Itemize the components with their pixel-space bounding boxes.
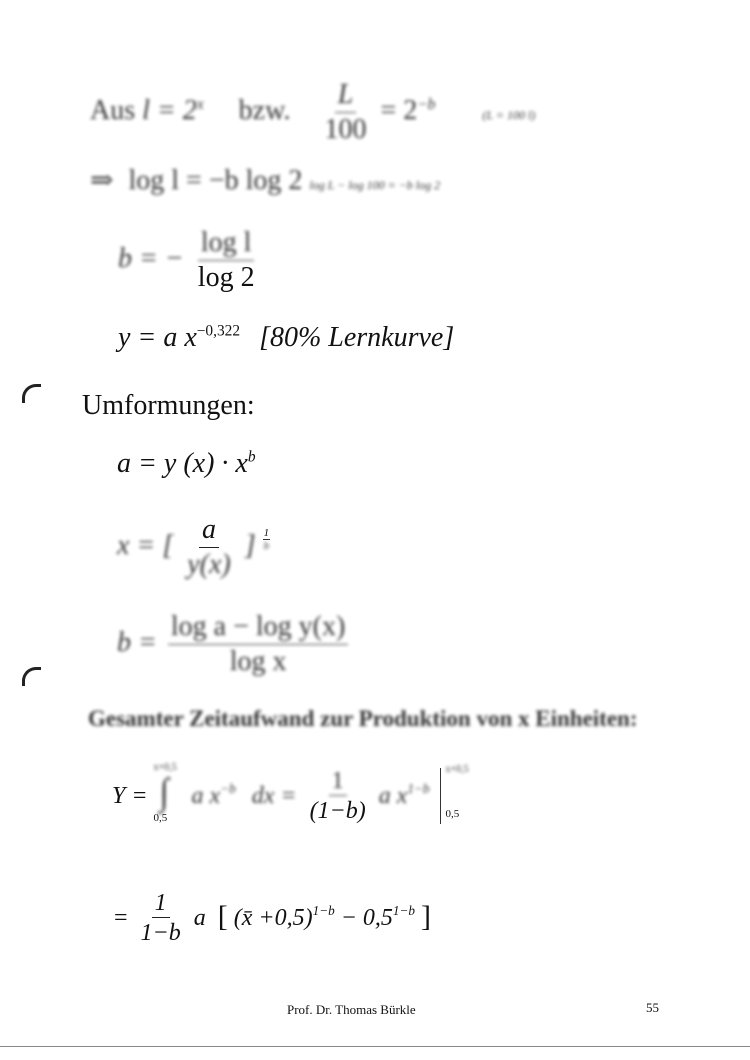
footer-author: Prof. Dr. Thomas Bürkle bbox=[287, 1002, 416, 1017]
equation-a: a = y $(x) \cdot x^b$ bbox=[117, 448, 256, 479]
equation-final: = $\frac{1}{1-b}$ a [ (x̄ $+0,5)^{1-b} - 0,5^{1-b}$ ] bbox=[114, 890, 431, 947]
page-number: 55 bbox=[646, 1000, 659, 1015]
equation-b-ratio: b = $\frac{\text{log a − log y(x)}}{\text{log x}}$ bbox=[117, 612, 352, 678]
heading-gesamter-zeitaufwand: Gesamter Zeitaufwand zur Produktion von x Einheiten: bbox=[88, 706, 638, 731]
equation-x: x = [ $\frac{a}{y(x)}$ ] $\frac{1}{b}$ bbox=[117, 514, 270, 580]
footer-divider bbox=[0, 1046, 750, 1047]
corner-mark-top bbox=[22, 384, 41, 403]
corner-mark-bottom bbox=[22, 667, 41, 686]
equation-b-log: b = − $\frac{\text{log l}}{\log 2}$ bbox=[118, 227, 255, 293]
equation-line-1: Aus $l = 2^x$ bzw. $\frac{L}{100}$ = $2^{-b}$ (L = 100 l) bbox=[90, 79, 536, 145]
heading-umformungen: Umformungen: bbox=[82, 390, 255, 421]
equation-learning-curve: y = a $x^{-0,322}$ [80% Lernkurve] bbox=[118, 322, 455, 353]
equation-line-2: ⇒ log l = −b log 2 log L − log 100 = −b log 2 bbox=[90, 165, 441, 196]
equation-Y-integral: Y = x+0,5 ∫ 0,5 a $x^{-b}$ dx = $\frac{1}{(1-b)}$ a $x^{1-b}$ x+0,5 0,5 bbox=[112, 768, 485, 828]
